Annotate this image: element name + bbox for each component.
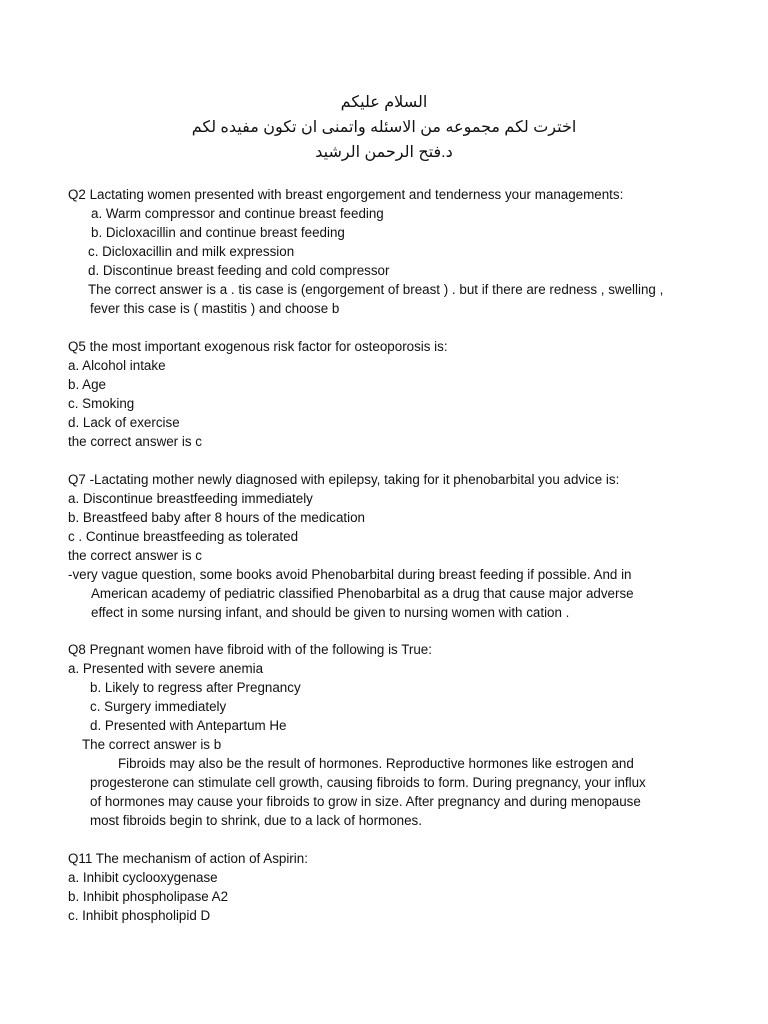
q8-answer: The correct answer is b <box>82 737 222 752</box>
q2-option-b: b. Dicloxacillin and continue breast feeding <box>91 225 345 240</box>
header-intro: اخترت لكم مجموعه من الاسئله واتمنى ان تكون مفيده لكم <box>191 119 577 136</box>
q8-explanation-4: most fibroids begin to shrink, due to a lack of hormones. <box>90 813 422 828</box>
question-q11: Q11 The mechanism of action of Aspirin: <box>68 851 308 866</box>
q7-explanation-1: -very vague question, some books avoid Phenobarbital during breast feeding if possible. And in <box>68 567 632 582</box>
q7-explanation-2: American academy of pediatric classified Phenobarbital as a drug that cause major adverse <box>91 586 634 601</box>
q7-option-c: c . Continue breastfeeding as tolerated <box>68 529 299 544</box>
q2-explanation-1: The correct answer is a . tis case is (engorgement of breast ) . but if there are redness , swelling , <box>88 282 664 297</box>
q8-explanation-3: of hormones may cause your fibroids to grow in size. After pregnancy and during menopause <box>90 794 641 809</box>
question-q2: Q2 Lactating women presented with breast engorgement and tenderness your managements: <box>68 187 624 202</box>
header-greeting: السلام عليكم <box>340 94 428 111</box>
q11-option-a: a. Inhibit cyclooxygenase <box>68 870 218 885</box>
q11-option-c: c. Inhibit phospholipid D <box>68 908 211 923</box>
q7-explanation-3: effect in some nursing infant, and should be given to nursing women with cation . <box>91 605 570 620</box>
q2-option-a: a. Warm compressor and continue breast feeding <box>91 206 384 221</box>
question-q5: Q5 the most important exogenous risk factor for osteoporosis is: <box>68 339 448 354</box>
q8-option-b: b. Likely to regress after Pregnancy <box>90 680 301 695</box>
q2-option-d: d. Discontinue breast feeding and cold compressor <box>88 263 390 278</box>
q8-option-d: d. Presented with Antepartum He <box>90 718 287 733</box>
question-q7: Q7 -Lactating mother newly diagnosed with epilepsy, taking for it phenobarbital you advice is: <box>68 472 620 487</box>
q5-option-c: c. Smoking <box>68 396 135 411</box>
q11-option-b: b. Inhibit phospholipase A2 <box>68 889 229 904</box>
q8-explanation-2: progesterone can stimulate cell growth, causing fibroids to form. During pregnancy, your influx <box>90 775 646 790</box>
q8-explanation-1: Fibroids may also be the result of hormones. Reproductive hormones like estrogen and <box>118 756 634 771</box>
q5-option-a: a. Alcohol intake <box>68 358 166 373</box>
q8-option-c: c. Surgery immediately <box>90 699 227 714</box>
q2-option-c: c. Dicloxacillin and milk expression <box>88 244 295 259</box>
q7-option-a: a. Discontinue breastfeeding immediately <box>68 491 313 506</box>
q5-option-d: d. Lack of exercise <box>68 415 180 430</box>
q8-option-a: a. Presented with severe anemia <box>68 661 264 676</box>
q2-explanation-2: fever this case is ( mastitis ) and choose b <box>90 301 340 316</box>
question-q8: Q8 Pregnant women have fibroid with of the following is True: <box>68 642 432 657</box>
q7-answer: the correct answer is c <box>68 548 202 563</box>
q5-option-b: b. Age <box>68 377 106 392</box>
q5-answer: the correct answer is c <box>68 434 202 449</box>
q7-option-b: b. Breastfeed baby after 8 hours of the medication <box>68 510 366 525</box>
header-author: د.فتح الرحمن الرشيد <box>315 144 453 161</box>
